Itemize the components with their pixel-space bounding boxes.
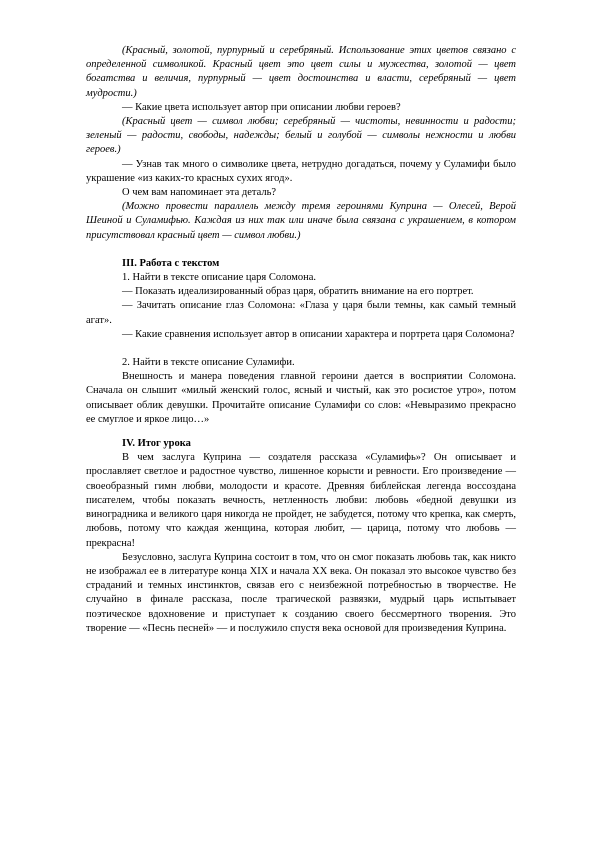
paragraph-kuprin-conclusion: Безусловно, заслуга Куприна состоит в том, что он смог показать любовь так, как никто не изображал ее в литературе конца XIX и начала XX века. Он показал это высокое чувство без страданий и темных инстинктов, связав его с неизбежной потребностью в творчестве. Не случайно в финале рассказа, после трагической развязки, мудрый царь испытывает поэтическое вдохновение и приступает к созданию своего бессмертного творения. Это творение — «Песнь песней» — и послужило спустя века основой для произведения Куприна. <box>86 551 516 634</box>
answer-colors-love: (Красный цвет — символ любви; серебряный — чистоты, невинности и радости; зеленый — радости, свободы, надежды; белый и голубой — символы нежности и любви героев.) <box>86 116 516 156</box>
answer-colors-symbolism: (Красный, золотой, пурпурный и серебряный. Использование этих цветов связано с определенной символикой. Красный цвет это цвет силы и мужества, золотой — цвет богатства и величия, пурпурный — цвет достоинства и власти, серебряный — цвет мудрости.) <box>86 45 516 99</box>
task-solomon: 1. Найти в тексте описание царя Соломона. <box>122 272 317 284</box>
document-body <box>86 44 516 636</box>
section-heading-text-work: III. Работа с текстом <box>122 257 220 269</box>
spacer <box>86 243 516 257</box>
task-solomon-image: — Показать идеализированный образ царя, обратить внимание на его портрет. <box>122 286 474 298</box>
task-sulamith: 2. Найти в тексте описание Суламифи. <box>122 357 295 369</box>
spacer <box>86 342 516 356</box>
paragraph-red-berries: — Узнав так много о символике цвета, нетрудно догадаться, почему у Суламифи было украшение «из каких-то красных сухих ягод». <box>86 158 516 184</box>
question-colors-love: — Какие цвета использует автор при описании любви героев? <box>122 101 401 113</box>
task-solomon-eyes: — Зачитать описание глаз Соломона: «Глаза у царя были темны, как самый темный агат». <box>86 300 516 326</box>
section-heading-lesson-summary: IV. Итог урока <box>122 438 191 450</box>
spacer <box>86 427 516 437</box>
paragraph-sulamith-appearance: Внешность и манера поведения главной героини дается в восприятии Соломона. Сначала он слышит «милый женский голос, ясный и чистый, как это росистое утро», потом описывает облик девушки. Прочитайте описание Суламифи со слов: «Невыразимо прекрасно ее смуглое и яркое лицо…» <box>86 371 516 425</box>
answer-three-heroines: (Можно провести параллель между тремя героинями Куприна — Олесей, Верой Шеиной и Суламифью. Каждая из них так или иначе была связана с украшением, в котором присутствовал красный цвет — символ любви.) <box>86 201 516 241</box>
question-detail: О чем вам напоминает эта деталь? <box>122 187 277 199</box>
question-comparisons: — Какие сравнения использует автор в описании характера и портрета царя Соломона? <box>122 328 515 340</box>
paragraph-kuprin-merit: В чем заслуга Куприна — создателя рассказа «Суламифь»? Он описывает и прославляет светлое и радостное чувство, лишенное корысти и ревности. Его произведение — своеобразный гимн любви, молодости и красоте. Древняя библейская легенда воссоздана писателем, чтобы показать вечность, нетленность любви: любовь «бедной девушки из виноградника и великого царя никогда не пройдет, не забудется, потому что крепка, как смерть, любовь, потому что каждая женщина, которая любит, — царица, потому что любовь — прекрасна! <box>86 452 516 549</box>
